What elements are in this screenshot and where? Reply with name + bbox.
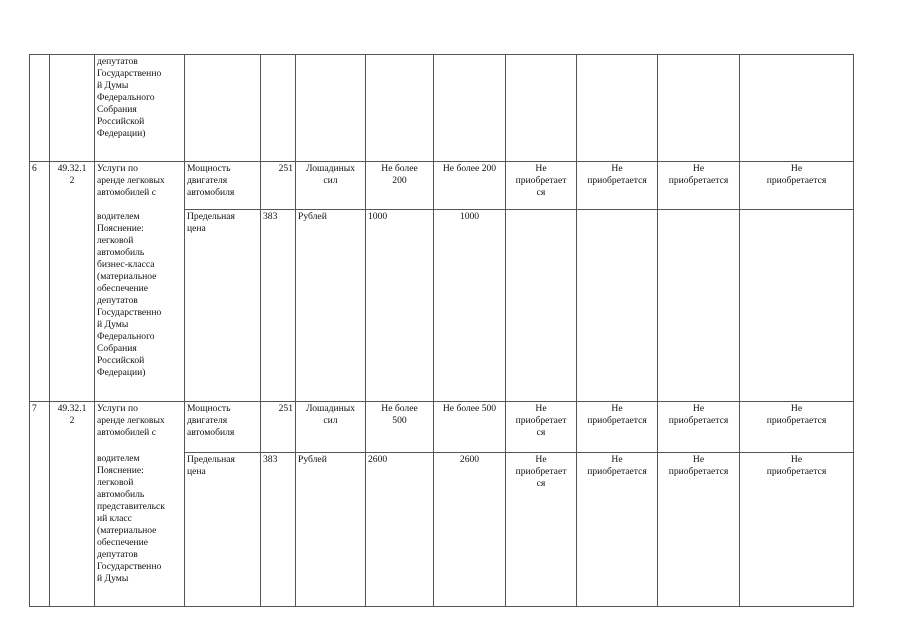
value-2: 1000 <box>434 210 506 401</box>
cell-num <box>30 55 50 162</box>
cell-value-1 <box>366 55 434 162</box>
value-5: Не приобретается <box>658 452 740 606</box>
cell-okei <box>261 55 296 162</box>
service-explanation: водителем Пояснение: легковой автомобиль представительск ий класс (материальное обеспечение депутатов Государственно й Думы <box>95 452 185 606</box>
param-name: Мощность двигателя автомобиля <box>185 162 261 210</box>
value-1: Не более 200 <box>366 162 434 210</box>
row-number: 6 <box>30 162 50 401</box>
value-3: Не приобретает ся <box>506 162 577 210</box>
row-number: 7 <box>30 401 50 606</box>
cell-service-desc: депутатов Государственно й Думы Федерального Собрания Российской Федерации) <box>95 55 185 162</box>
value-3: Не приобретает ся <box>506 401 577 452</box>
cell-value-4 <box>577 55 658 162</box>
value-4: Не приобретается <box>577 401 658 452</box>
value-2: 2600 <box>434 452 506 606</box>
service-explanation: водителем Пояснение: легковой автомобиль бизнес-класса (материальное обеспечение депутатов Государственно й Думы Федерального Собрания Российской Федерации) <box>95 210 185 401</box>
value-4: Не приобретается <box>577 162 658 210</box>
cell-unit <box>296 55 366 162</box>
unit-name: Рублей <box>296 210 366 401</box>
param-name: Предельная цена <box>185 452 261 606</box>
value-6: Не приобретается <box>740 401 854 452</box>
value-4: Не приобретается <box>577 452 658 606</box>
okei-code: 383 <box>261 452 296 606</box>
value-2: Не более 200 <box>434 162 506 210</box>
unit-name: Лошадиных сил <box>296 162 366 210</box>
procurement-table <box>29 54 854 607</box>
okpd-code: 49.32.1 2 <box>50 401 95 606</box>
service-name: Услуги по аренде легковых автомобилей с <box>95 162 185 210</box>
value-5: Не приобретается <box>658 162 740 210</box>
value-6 <box>740 210 854 401</box>
table-row <box>30 162 854 210</box>
okpd-code: 49.32.1 2 <box>50 162 95 401</box>
value-1: Не более 500 <box>366 401 434 452</box>
okei-code: 383 <box>261 210 296 401</box>
value-1: 2600 <box>366 452 434 606</box>
service-name: Услуги по аренде легковых автомобилей с <box>95 401 185 452</box>
value-3: Не приобретает ся <box>506 452 577 606</box>
cell-param <box>185 55 261 162</box>
value-1: 1000 <box>366 210 434 401</box>
unit-name: Лошадиных сил <box>296 401 366 452</box>
value-6: Не приобретается <box>740 452 854 606</box>
cell-value-2 <box>434 55 506 162</box>
value-5: Не приобретается <box>658 401 740 452</box>
cell-code <box>50 55 95 162</box>
value-5 <box>658 210 740 401</box>
value-3 <box>506 210 577 401</box>
table-row-continuation <box>30 55 854 162</box>
table-row <box>30 452 854 606</box>
param-name: Предельная цена <box>185 210 261 401</box>
table-row <box>30 401 854 452</box>
cell-value-3 <box>506 55 577 162</box>
value-4 <box>577 210 658 401</box>
value-2: Не более 500 <box>434 401 506 452</box>
cell-value-6 <box>740 55 854 162</box>
table-row <box>30 210 854 401</box>
param-name: Мощность двигателя автомобиля <box>185 401 261 452</box>
okei-code: 251 <box>261 162 296 210</box>
okei-code: 251 <box>261 401 296 452</box>
value-6: Не приобретается <box>740 162 854 210</box>
cell-value-5 <box>658 55 740 162</box>
unit-name: Рублей <box>296 452 366 606</box>
